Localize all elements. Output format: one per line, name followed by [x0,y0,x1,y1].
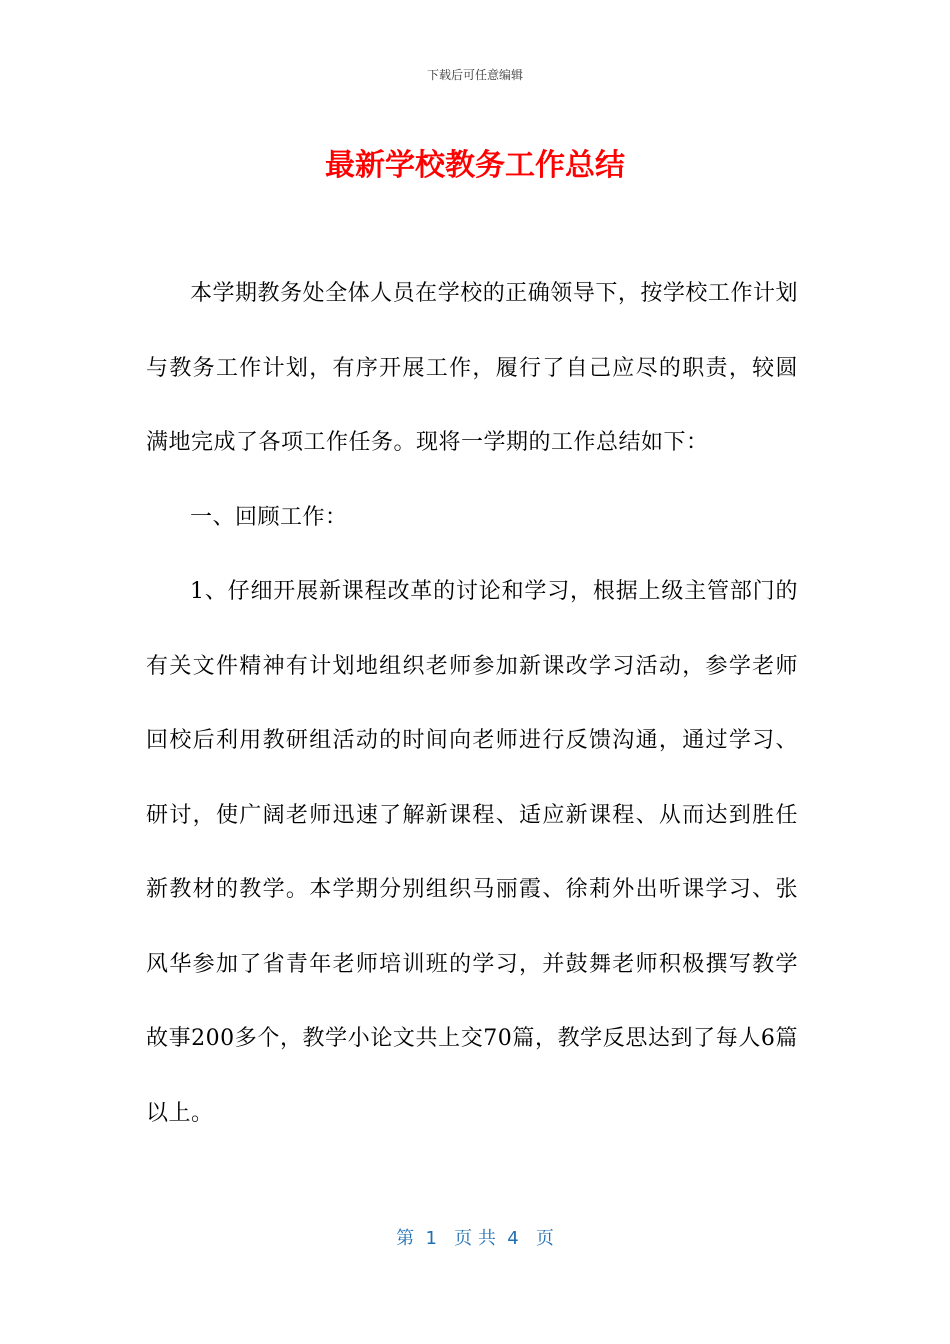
document-title: 最新学校教务工作总结 [325,148,625,183]
paragraph-section-heading: 一、回顾工作： [190,504,348,530]
page-footer: 第 1 页 共 4 页 [396,1228,554,1249]
document-body [146,257,798,1151]
header-note: 下载后可任意编辑 [426,68,523,82]
paragraph-intro: 本学期教务处全体人员在学校的正确领导下，按学校工作计划与教务工作计划，有序开展工作，履行了自己应尽的职责，较圆满地完成了各项工作任务。现将一学期的工作总结如下： [146,281,798,455]
paragraph-item-1: 1、仔细开展新课程改革的讨论和学习，根据上级主管部门的有关文件精神有计划地组织老师参加新课改学习活动，参学老师回校后利用教研组活动的时间向老师进行反馈沟通，通过学习、研讨，使广阔老师迅速了解新课程、适应新课程、从而达到胜任新教材的教学。本学期分别组织马丽霞、徐莉外出听课学习、张风华参加了省青年老师培训班的学习，并鼓舞老师积极撰写教学故事200多个，教学小论文共上交70篇，教学反思达到了每人6篇以上。 [146,579,798,1126]
